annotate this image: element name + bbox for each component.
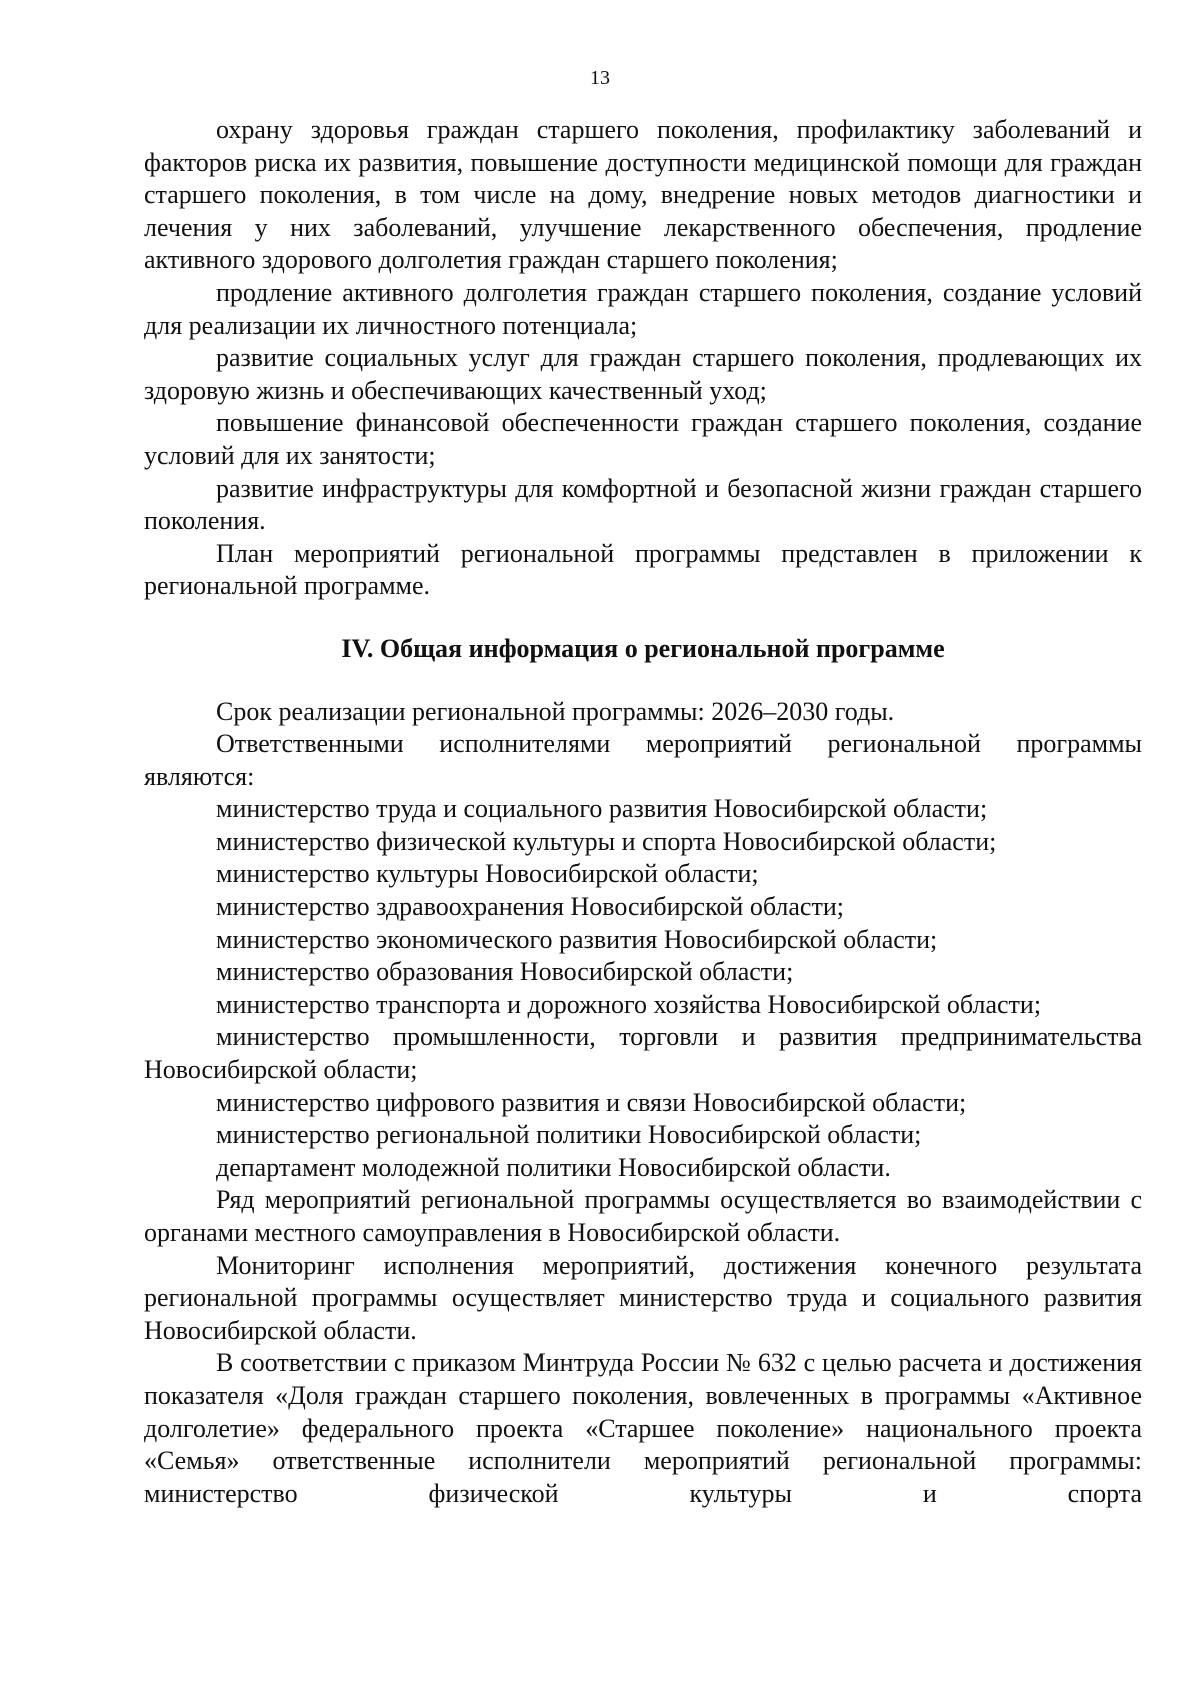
page-number: 13	[590, 67, 610, 89]
paragraph: Срок реализации региональной программы: 2026–2030 годы.	[216, 696, 895, 726]
executor-item: министерство труда и социального развития Новосибирской области;	[216, 794, 988, 824]
document-body	[144, 114, 1142, 1510]
paragraph: развитие инфраструктуры для комфортной и безопасной жизни граждан старшего поколения.	[144, 473, 1142, 536]
executor-item: министерство региональной политики Новосибирской области;	[216, 1120, 922, 1150]
executor-item: министерство экономического развития Новосибирской области;	[216, 924, 938, 954]
executor-item: департамент молодежной политики Новосибирской области.	[216, 1152, 891, 1182]
paragraph: В соответствии с приказом Минтруда России № 632 с целью расчета и достижения показателя «Доля граждан старшего поколения, вовлеченных в программы «Активное долголетие» федерального проекта «Старшее поколение» национального проекта «Семья» ответственные исполнители мероприятий региональной программы: министерство физической культуры и спорта	[144, 1348, 1142, 1508]
paragraph: План мероприятий региональной программы представлен в приложении к региональной программе.	[144, 538, 1142, 601]
paragraph: продление активного долголетия граждан старшего поколения, создание условий для реализации их личностного потенциала;	[144, 277, 1142, 340]
executor-item: министерство промышленности, торговли и развития предпринимательства Новосибирской области;	[144, 1022, 1142, 1085]
paragraph: развитие социальных услуг для граждан старшего поколения, продлевающих их здоровую жизнь и обеспечивающих качественный уход;	[144, 343, 1142, 405]
paragraph: повышение финансовой обеспеченности граждан старшего поколения, создание условий для их занятости;	[144, 408, 1142, 470]
executor-item: министерство цифрового развития и связи Новосибирской области;	[216, 1087, 967, 1117]
executor-item: министерство транспорта и дорожного хозяйства Новосибирской области;	[216, 989, 1042, 1019]
paragraph: Ответственными исполнителями мероприятий региональной программы являются:	[144, 729, 1142, 791]
section-heading: IV. Общая информация о региональной программе	[341, 633, 945, 663]
executor-item: министерство здравоохранения Новосибирской области;	[216, 892, 844, 922]
executor-item: министерство физической культуры и спорта Новосибирской области;	[216, 826, 997, 856]
paragraph: Ряд мероприятий региональной программы осуществляется во взаимодействии с органами местного самоуправления в Новосибирской области.	[144, 1185, 1142, 1247]
executor-item: министерство образования Новосибирской области;	[216, 957, 794, 987]
paragraph: Мониторинг исполнения мероприятий, достижения конечного результата региональной программы осуществляет министерство труда и социального развития Новосибирской области.	[144, 1250, 1142, 1345]
paragraph: охрану здоровья граждан старшего поколения, профилактику заболеваний и факторов риска их развития, повышение доступности медицинской помощи для граждан старшего поколения, в том числе на дому, внедрение новых методов диагностики и лечения у них заболеваний, улучшение лекарственного обеспечения, продление активного здорового долголетия граждан старшего поколения;	[144, 115, 1142, 275]
executor-item: министерство культуры Новосибирской области;	[216, 859, 759, 889]
